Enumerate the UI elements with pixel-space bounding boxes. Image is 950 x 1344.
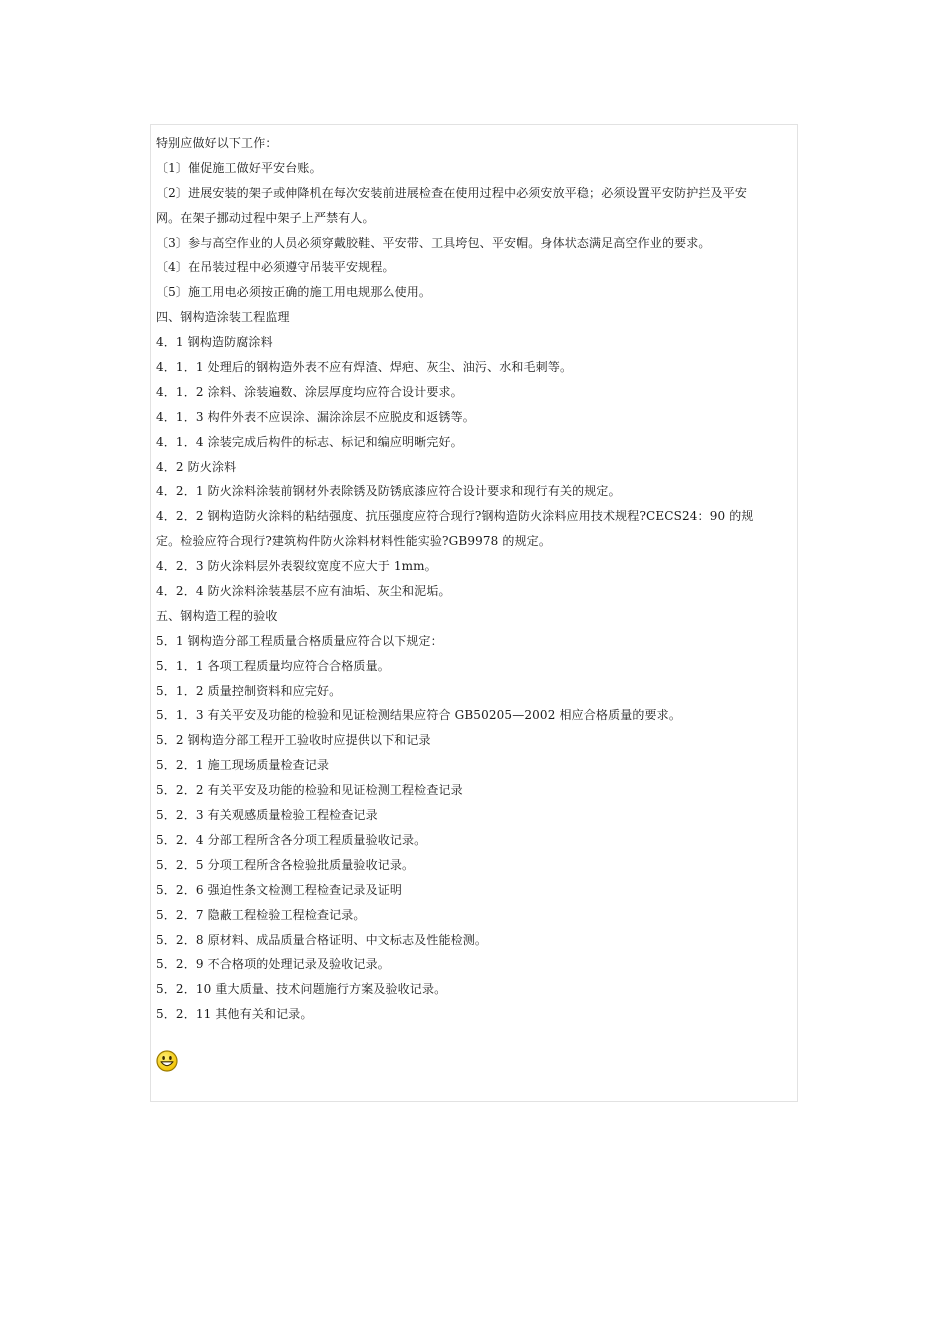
document-line: 〔4〕在吊装过程中必须遵守吊装平安规程。 <box>156 260 395 275</box>
document-line: 5．1 钢构造分部工程质量合格质量应符合以下规定： <box>156 633 443 648</box>
document-line: 5．1．2 质量控制资料和应完好。 <box>156 683 342 698</box>
document-line: 4．2．2 钢构造防火涂料的粘结强度、抗压强度应符合现行?钢构造防火涂料应用技术规程?CECS24：90 的规 <box>156 509 754 524</box>
document-panel <box>150 124 798 1102</box>
document-text-lines <box>156 131 796 1027</box>
document-line: 5．2．1 施工现场质量检查记录 <box>156 758 330 773</box>
document-line: 4．1．1 处理后的钢构造外表不应有焊渣、焊疤、灰尘、油污、水和毛刺等。 <box>156 360 573 375</box>
document-line: 5．2．9 不合格项的处理记录及验收记录。 <box>156 957 390 972</box>
document-line: 5．2．5 分项工程所含各检验批质量验收记录。 <box>156 857 415 872</box>
document-line: 5．2．8 原材料、成品质量合格证明、中文标志及性能检测。 <box>156 932 488 947</box>
document-line: 〔2〕进展安装的架子或伸降机在每次安装前进展检查在使用过程中必须安放平稳；必须设置平安防护拦及平安 <box>156 185 747 200</box>
document-line: 5．1．3 有关平安及功能的检验和见证检测结果应符合 GB50205—2002 相应合格质量的要求。 <box>156 708 681 723</box>
document-line: 4．2 防火涂料 <box>156 459 237 474</box>
document-line: 4．1 钢构造防腐涂料 <box>156 335 273 350</box>
document-line: 四、钢构造涂装工程监理 <box>156 310 290 325</box>
document-line: 定。检验应符合现行?建筑构件防火涂料材料性能实验?GB9978 的规定。 <box>156 534 552 549</box>
document-line: 5．2．10 重大质量、技术问题施行方案及验收记录。 <box>156 982 447 997</box>
document-line: 4．2．4 防火涂料涂装基层不应有油垢、灰尘和泥垢。 <box>156 584 451 599</box>
document-line: 网。在架子挪动过程中架子上严禁有人。 <box>156 210 375 225</box>
document-line: 5．2．2 有关平安及功能的检验和见证检测工程检查记录 <box>156 783 463 798</box>
document-line: 〔5〕施工用电必须按正确的施工用电规那么使用。 <box>156 285 432 300</box>
document-line: 4．1．4 涂装完成后构件的标志、标记和编应明晰完好。 <box>156 434 463 449</box>
document-line: 5．2．7 隐蔽工程检验工程检查记录。 <box>156 907 366 922</box>
document-line: 〔3〕参与高空作业的人员必须穿戴胶鞋、平安带、工具垮包、平安帽。身体状态满足高空作业的要求。 <box>156 235 711 250</box>
document-line: 5．2．11 其他有关和记录。 <box>156 1007 313 1022</box>
document-line: 4．2．3 防火涂料层外表裂纹宽度不应大于 1mm。 <box>156 559 437 574</box>
document-line: 5．2．4 分部工程所含各分项工程质量验收记录。 <box>156 832 427 847</box>
document-line: 特别应做好以下工作： <box>156 136 278 150</box>
document-line: 4．1．3 构件外表不应误涂、漏涂涂层不应脱皮和返锈等。 <box>156 409 475 424</box>
smiley-face-icon <box>156 1050 178 1072</box>
document-line: 五、钢构造工程的验收 <box>156 608 278 623</box>
document-line: 5．2．3 有关观感质量检验工程检查记录 <box>156 808 378 823</box>
document-line: 4．1．2 涂料、涂装遍数、涂层厚度均应符合设计要求。 <box>156 384 463 399</box>
document-line: 4．2．1 防火涂料涂装前钢材外表除锈及防锈底漆应符合设计要求和现行有关的规定。 <box>156 484 621 499</box>
document-line: 5．1．1 各项工程质量均应符合合格质量。 <box>156 658 390 673</box>
document-line: 5．2 钢构造分部工程开工验收时应提供以下和记录 <box>156 733 431 748</box>
document-line: 〔1〕催促施工做好平安台账。 <box>156 160 322 175</box>
document-line: 5．2．6 强迫性条文检测工程检查记录及证明 <box>156 882 403 897</box>
